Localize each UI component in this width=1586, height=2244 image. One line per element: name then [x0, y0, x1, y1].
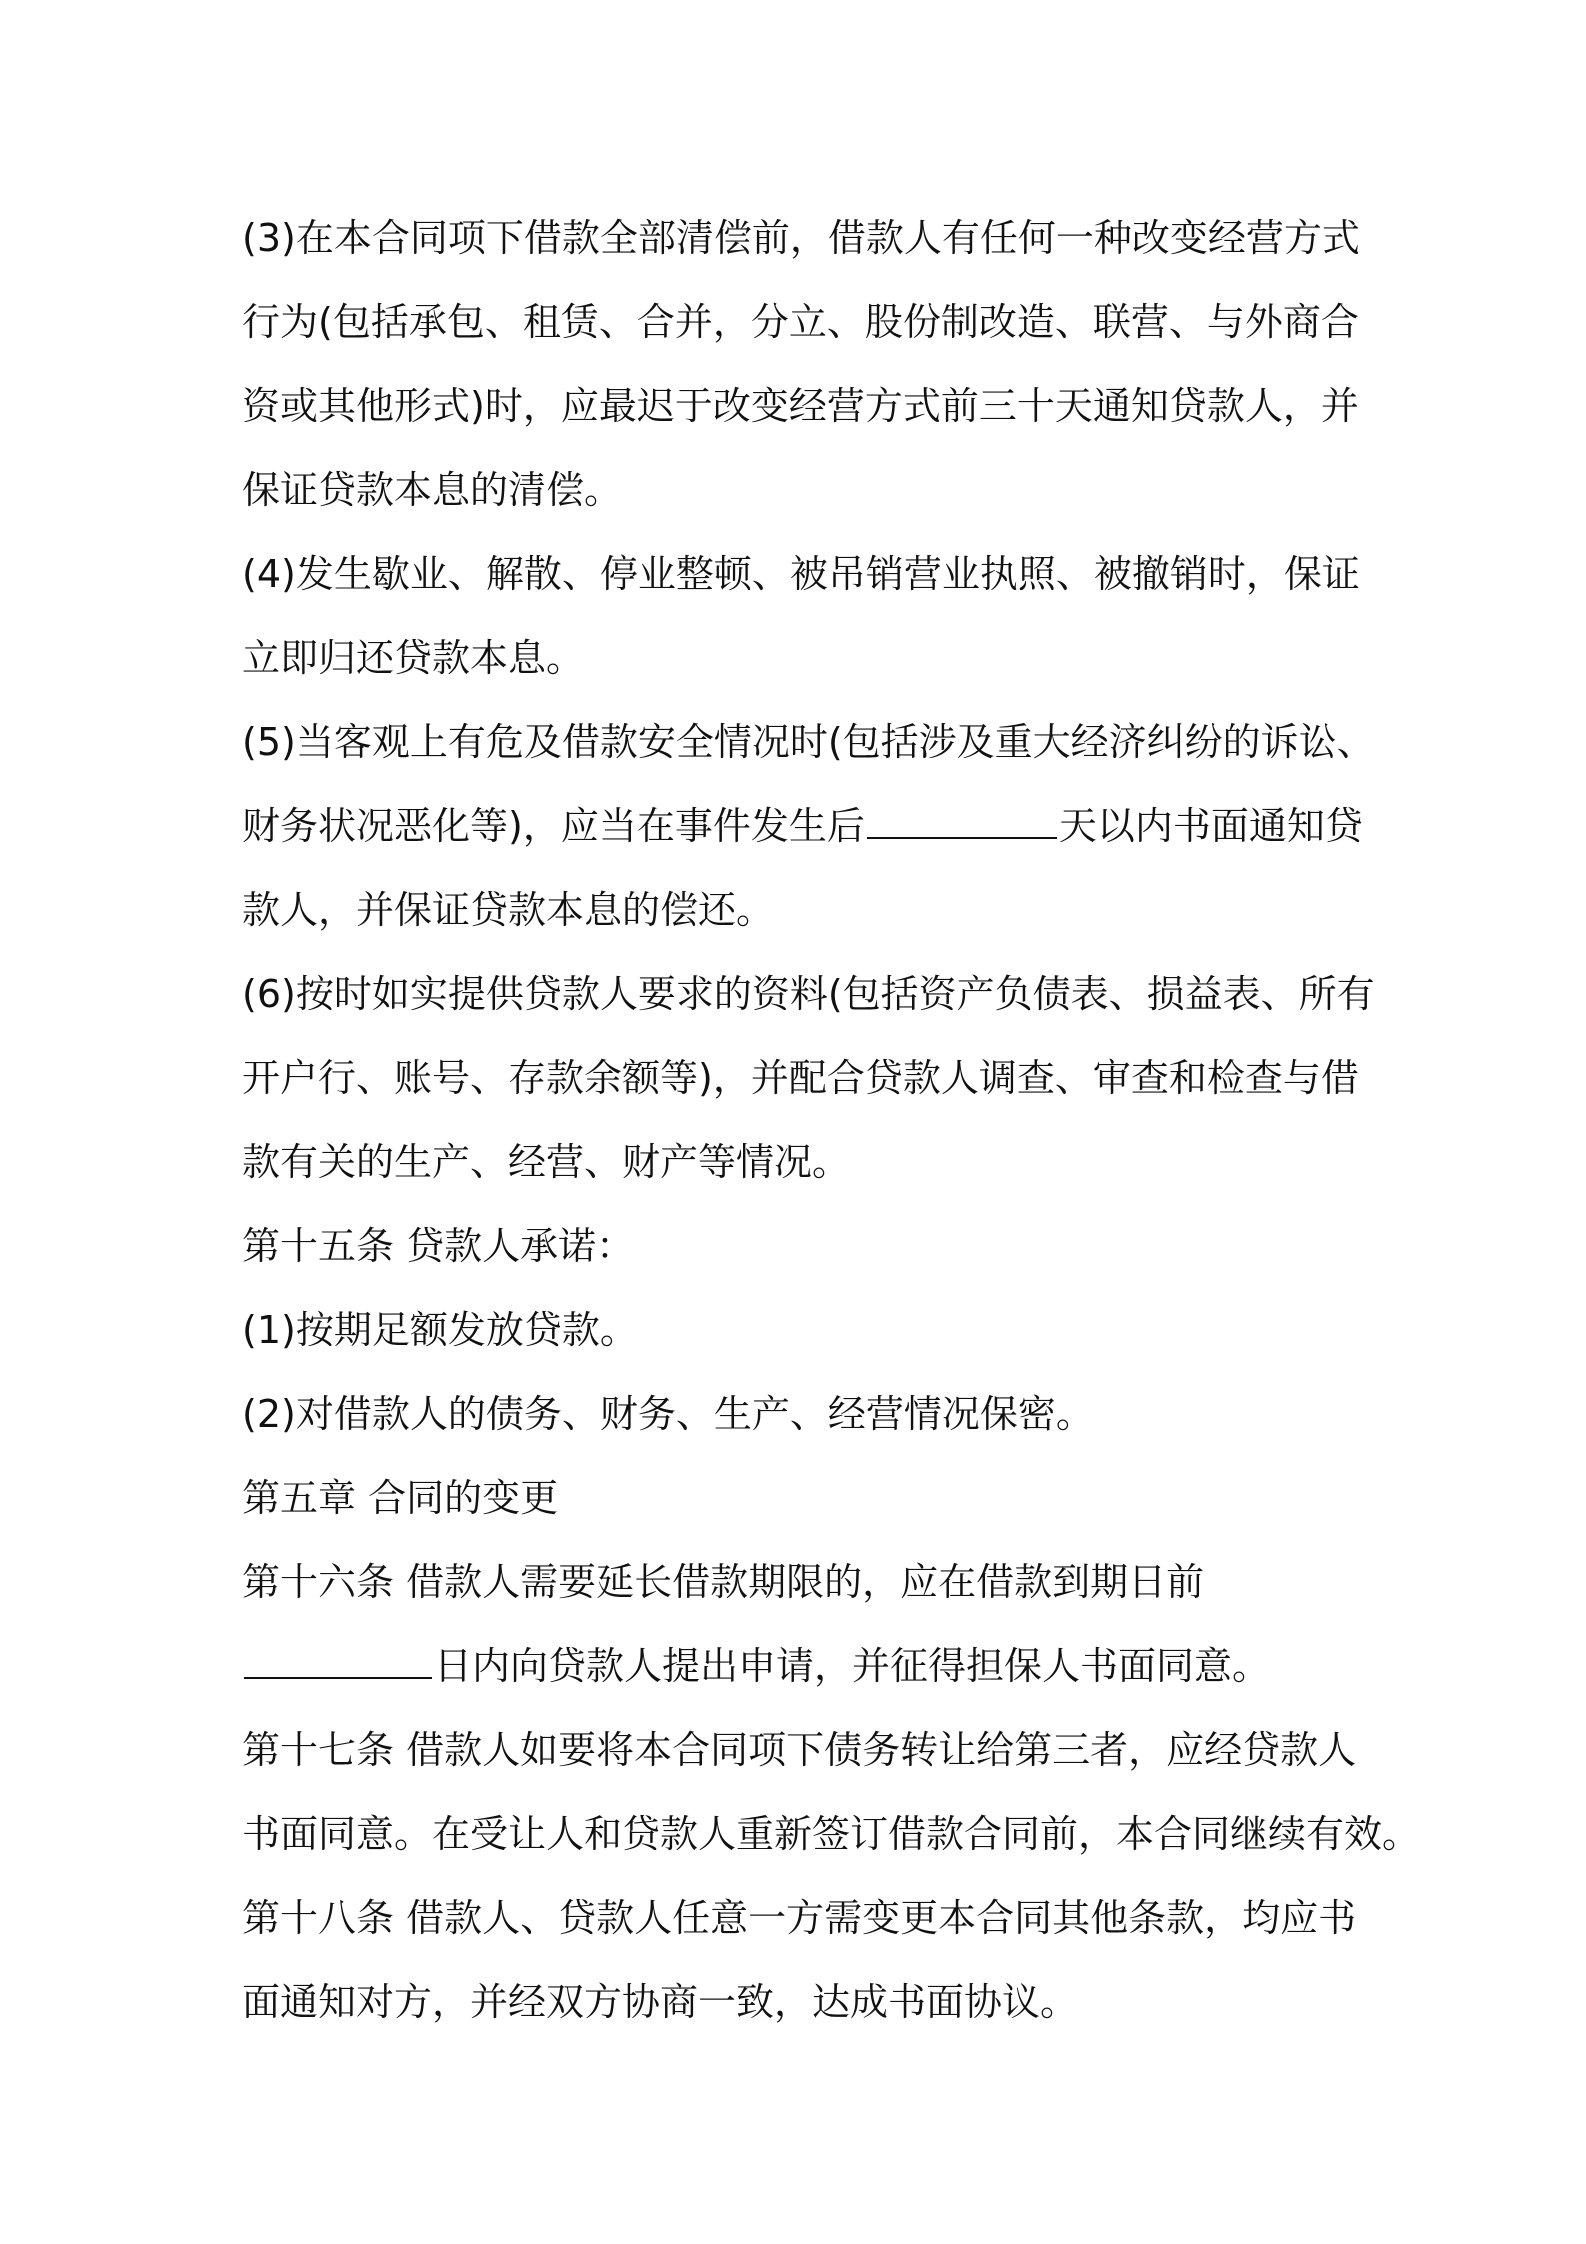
- text-line: 第十六条 借款人需要延长借款期限的，应在借款到期日前: [242, 1560, 1205, 1604]
- article-heading: 第十五条 贷款人承诺：: [242, 1224, 635, 1268]
- fill-in-blank: [244, 1677, 432, 1679]
- text-line: (5)当客观上有危及借款安全情况时(包括涉及重大经济纠纷的诉讼、: [242, 720, 1375, 764]
- text-line: (6)按时如实提供贷款人要求的资料(包括资产负债表、损益表、所有: [242, 972, 1375, 1016]
- text-line: 面通知对方，并经双方协商一致，达成书面协议。: [242, 1980, 1079, 2024]
- text-line: (3)在本合同项下借款全部清偿前，借款人有任何一种改变经营方式: [242, 216, 1360, 260]
- text-line-with-blank: [242, 784, 1362, 868]
- chapter-heading: 第五章 合同的变更: [242, 1476, 559, 1520]
- fill-in-blank: [867, 837, 1057, 839]
- text-line: 第十七条 借款人如要将本合同项下债务转让给第三者，应经贷款人: [242, 1728, 1357, 1772]
- text-before-blank: 财务状况恶化等)，应当在事件发生后: [242, 804, 865, 848]
- text-line: 保证贷款本息的清偿。: [242, 468, 623, 512]
- text-line: 款人，并保证贷款本息的偿还。: [242, 888, 775, 932]
- text-line: (4)发生歇业、解散、停业整顿、被吊销营业执照、被撤销时，保证: [242, 552, 1360, 596]
- text-line: 第十八条 借款人、贷款人任意一方需变更本合同其他条款，均应书: [242, 1896, 1357, 1940]
- document-body: [242, 196, 1421, 2044]
- text-line: (1)按期足额发放贷款。: [242, 1308, 638, 1352]
- text-after-blank: 日内向贷款人提出申请，并征得担保人书面同意。: [434, 1644, 1271, 1688]
- text-line: 资或其他形式)时，应最迟于改变经营方式前三十天通知贷款人，并: [242, 384, 1359, 428]
- text-line: 立即归还贷款本息。: [242, 636, 585, 680]
- text-line: 行为(包括承包、租赁、合并，分立、股份制改造、联营、与外商合: [242, 300, 1359, 344]
- text-line: 开户行、账号、存款余额等)，并配合贷款人调查、审查和检查与借: [242, 1056, 1359, 1100]
- text-line-with-blank: [242, 1624, 1362, 1708]
- text-line: (2)对借款人的债务、财务、生产、经营情况保密。: [242, 1392, 1094, 1436]
- text-line: 款有关的生产、经营、财产等情况。: [242, 1140, 851, 1184]
- text-line: 书面同意。在受让人和贷款人重新签订借款合同前，本合同继续有效。: [242, 1812, 1421, 1856]
- text-after-blank: 天以内书面通知贷: [1058, 804, 1363, 848]
